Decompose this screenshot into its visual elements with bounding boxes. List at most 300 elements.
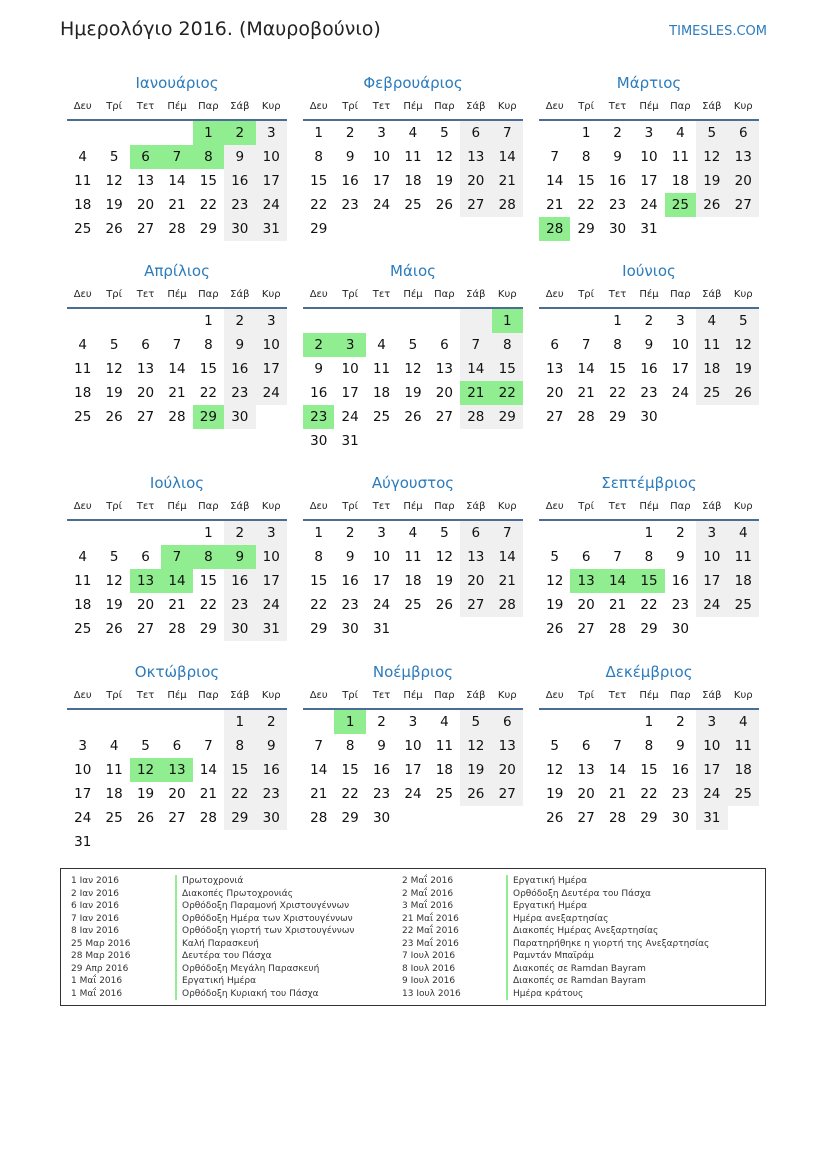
day-cell: 17 (372, 573, 391, 589)
day-cell: 28 (460, 405, 491, 429)
holiday-name: Διακοπές Ημέρας Ανεξαρτησίας (506, 925, 658, 938)
weekday-label: Τετ (136, 101, 155, 112)
empty-cell (98, 309, 129, 333)
day-cell: 7 (204, 738, 213, 754)
day-cell: 6 (460, 121, 491, 145)
empty-cell (728, 217, 759, 241)
day-cell: 27 (136, 221, 155, 237)
day-cell: 4 (728, 521, 759, 545)
day-cell: 19 (136, 786, 155, 802)
weekday-label: Κυρ (497, 501, 517, 512)
holiday-name: Διακοπές σε Ramdan Bayram (506, 975, 646, 988)
day-cell: 22 (608, 385, 627, 401)
weekday-label: Τετ (136, 289, 155, 300)
day-cell: 14 (602, 569, 633, 593)
day-cell: 16 (341, 573, 359, 589)
day-cell: 26 (546, 810, 564, 826)
day-cell: 30 (341, 621, 359, 637)
week-row (539, 217, 759, 241)
day-cell: 10 (696, 734, 727, 758)
day-cell: 14 (492, 145, 523, 169)
empty-cell (161, 309, 192, 333)
empty-cell (696, 217, 727, 241)
empty-cell (67, 521, 98, 545)
week-row (539, 121, 759, 145)
day-cell: 11 (74, 361, 92, 377)
holiday-name: Ραμντάν Μπαϊράμ (506, 950, 594, 963)
week-row (67, 758, 287, 782)
day-cell: 2 (224, 121, 255, 145)
day-cell: 31 (640, 221, 658, 237)
weekday-label: Δευ (73, 501, 92, 512)
empty-cell (460, 309, 491, 333)
week-row (67, 782, 287, 806)
day-cell: 18 (74, 385, 92, 401)
day-cell: 6 (460, 521, 491, 545)
day-cell: 14 (546, 173, 564, 189)
weekday-label: Παρ (670, 289, 691, 300)
holiday-name: Διακοπές σε Ramdan Bayram (506, 963, 646, 976)
weekday-label: Πέμ (403, 101, 423, 112)
day-cell: 3 (696, 521, 727, 545)
weekday-label: Σάβ (466, 501, 486, 512)
day-cell: 24 (671, 385, 689, 401)
weekday-label: Τετ (372, 289, 391, 300)
weekday-label: Πέμ (403, 501, 423, 512)
holiday-date: 23 Μαΐ 2016 (402, 938, 459, 949)
day-cell: 28 (199, 810, 217, 826)
week-row (67, 569, 287, 593)
day-cell: 1 (613, 313, 622, 329)
month-name: Ιούλιος (149, 474, 205, 492)
day-cell: 26 (728, 381, 759, 405)
day-cell: 28 (310, 810, 328, 826)
day-cell: 15 (341, 762, 359, 778)
day-cell: 11 (372, 361, 391, 377)
day-cell: 3 (334, 333, 365, 357)
holiday-date: 6 Ιαν 2016 (71, 901, 119, 911)
day-cell: 23 (341, 597, 359, 613)
day-cell: 27 (577, 810, 595, 826)
weekday-label: Σάβ (230, 690, 250, 701)
week-row (303, 545, 523, 569)
day-cell: 1 (204, 525, 213, 541)
day-cell: 23 (224, 593, 255, 617)
day-cell: 5 (550, 549, 559, 565)
empty-cell (460, 806, 491, 830)
day-cell: 29 (310, 221, 328, 237)
holiday-name: Παρατηρήθηκε η γιορτή της Ανεξαρτησίας (506, 938, 709, 951)
day-cell: 1 (334, 710, 365, 734)
weekday-label: Πέμ (167, 501, 187, 512)
day-cell: 9 (345, 149, 355, 165)
week-row (539, 521, 759, 545)
day-cell: 31 (256, 617, 287, 641)
empty-cell (98, 521, 129, 545)
day-cell: 2 (224, 521, 255, 545)
day-cell: 16 (608, 173, 627, 189)
day-cell: 2 (676, 525, 685, 541)
week-row (303, 333, 523, 357)
weekday-label: Τρί (342, 101, 359, 112)
weekday-label: Κυρ (497, 101, 517, 112)
day-cell: 17 (696, 758, 727, 782)
month-block (303, 259, 523, 453)
day-cell: 29 (199, 621, 217, 637)
month-name: Νοέμβριος (372, 663, 454, 681)
day-cell: 26 (136, 810, 155, 826)
day-cell: 11 (696, 333, 727, 357)
day-cell: 5 (408, 337, 418, 353)
weekday-label: Παρ (434, 501, 455, 512)
weekday-label: Σάβ (702, 690, 722, 701)
day-cell: 28 (168, 221, 186, 237)
day-cell: 29 (199, 221, 217, 237)
empty-cell (570, 521, 601, 545)
weekday-label: Δευ (545, 690, 564, 701)
day-cell: 21 (168, 597, 186, 613)
day-cell: 15 (310, 173, 328, 189)
month-block (539, 71, 759, 241)
day-cell: 1 (492, 309, 523, 333)
day-cell: 18 (372, 385, 391, 401)
weekday-label: Δευ (309, 101, 328, 112)
day-cell: 13 (460, 145, 491, 169)
day-cell: 23 (303, 405, 334, 429)
day-cell: 22 (310, 197, 328, 213)
day-cell: 12 (435, 149, 453, 165)
day-cell: 17 (404, 762, 422, 778)
day-cell: 6 (440, 337, 449, 353)
day-cell: 14 (492, 545, 523, 569)
day-cell: 2 (644, 313, 654, 329)
day-cell: 8 (644, 738, 654, 754)
day-cell: 15 (492, 357, 523, 381)
day-cell: 25 (404, 197, 422, 213)
week-row (539, 734, 759, 758)
weekday-label: Κυρ (261, 690, 281, 701)
day-cell: 28 (539, 217, 570, 241)
day-cell: 12 (546, 762, 564, 778)
day-cell: 9 (314, 361, 323, 377)
week-row (539, 405, 759, 429)
week-row (67, 121, 287, 145)
day-cell: 12 (404, 361, 422, 377)
week-row (539, 569, 759, 593)
weekday-label: Δευ (309, 289, 328, 300)
day-cell: 30 (310, 433, 328, 449)
day-cell: 5 (109, 149, 119, 165)
day-cell: 22 (310, 597, 328, 613)
weekday-header (67, 684, 287, 710)
day-cell: 30 (640, 409, 658, 425)
week-row (67, 405, 287, 429)
week-row (303, 569, 523, 593)
day-cell: 20 (546, 385, 564, 401)
week-row (539, 617, 759, 641)
empty-cell (570, 710, 601, 734)
weekday-label: Τρί (578, 289, 595, 300)
day-cell: 8 (204, 337, 213, 353)
day-cell: 1 (193, 121, 224, 145)
holiday-date: 7 Ιουλ 2016 (402, 951, 456, 961)
weekday-header (303, 495, 523, 521)
month-block (539, 471, 759, 641)
day-cell: 9 (377, 738, 386, 754)
empty-cell (256, 830, 287, 854)
day-cell: 6 (728, 121, 759, 145)
day-cell: 19 (404, 385, 422, 401)
holiday-date: 28 Μαρ 2016 (71, 951, 131, 961)
weekday-label: Τρί (106, 289, 123, 300)
day-cell: 22 (341, 786, 359, 802)
empty-cell (256, 405, 287, 429)
site-link[interactable]: TIMESLES.COM (669, 24, 767, 39)
day-cell: 5 (141, 738, 150, 754)
day-cell: 26 (460, 782, 491, 806)
week-row (303, 806, 523, 830)
day-cell: 13 (546, 361, 564, 377)
day-cell: 2 (303, 333, 334, 357)
day-cell: 12 (696, 145, 727, 169)
day-cell: 4 (696, 309, 727, 333)
day-cell: 26 (105, 221, 123, 237)
day-cell: 15 (224, 758, 255, 782)
day-cell: 4 (78, 337, 87, 353)
weekday-label: Πέμ (167, 690, 187, 701)
weekday-label: Παρ (434, 690, 455, 701)
week-row (539, 193, 759, 217)
month-block (539, 660, 759, 830)
day-cell: 5 (440, 525, 449, 541)
weekday-label: Κυρ (261, 289, 281, 300)
weekday-label: Δευ (545, 101, 564, 112)
day-cell: 7 (492, 121, 523, 145)
day-cell: 16 (640, 361, 658, 377)
day-cell: 21 (492, 569, 523, 593)
day-cell: 25 (372, 409, 391, 425)
day-cell: 27 (577, 621, 595, 637)
empty-cell (130, 309, 161, 333)
day-cell: 23 (341, 197, 359, 213)
day-cell: 24 (404, 786, 422, 802)
weekday-label: Πέμ (639, 101, 659, 112)
day-cell: 22 (492, 381, 523, 405)
day-cell: 29 (608, 409, 627, 425)
day-cell: 1 (204, 313, 213, 329)
weekday-label: Τετ (136, 501, 155, 512)
empty-cell (460, 429, 491, 453)
day-cell: 24 (256, 593, 287, 617)
weekday-label: Παρ (670, 501, 691, 512)
week-row (67, 357, 287, 381)
week-row (539, 357, 759, 381)
week-row (539, 782, 759, 806)
weekday-label: Δευ (73, 690, 92, 701)
day-cell: 23 (671, 786, 689, 802)
empty-cell (665, 217, 696, 241)
day-cell: 1 (581, 125, 591, 141)
day-cell: 7 (581, 337, 591, 353)
empty-cell (429, 806, 460, 830)
holiday-name: Ορθόδοξη Παραμονή Χριστουγέννων (175, 900, 349, 913)
day-cell: 2 (676, 714, 685, 730)
day-cell: 25 (728, 782, 759, 806)
holiday-list (60, 868, 766, 1006)
empty-cell (728, 617, 759, 641)
day-cell: 28 (168, 621, 186, 637)
holiday-date: 2 Μαΐ 2016 (402, 888, 454, 899)
day-cell: 10 (256, 333, 287, 357)
day-cell: 6 (581, 738, 591, 754)
day-cell: 18 (404, 173, 422, 189)
empty-cell (696, 617, 727, 641)
day-cell: 8 (613, 337, 622, 353)
day-cell: 9 (345, 549, 355, 565)
weekday-label: Παρ (670, 101, 691, 112)
day-cell: 26 (435, 597, 453, 613)
empty-cell (67, 309, 98, 333)
empty-cell (98, 830, 129, 854)
week-row (67, 381, 287, 405)
day-cell: 13 (136, 361, 155, 377)
day-cell: 11 (74, 173, 92, 189)
empty-cell (539, 710, 570, 734)
day-cell: 22 (577, 197, 595, 213)
weekday-label: Σάβ (702, 101, 722, 112)
day-cell: 26 (105, 409, 123, 425)
weekday-label: Κυρ (733, 501, 753, 512)
week-row (539, 309, 759, 333)
day-cell: 16 (341, 173, 359, 189)
week-row (303, 193, 523, 217)
day-cell: 24 (256, 381, 287, 405)
holiday-date: 8 Ιαν 2016 (71, 926, 119, 936)
weekday-label: Τετ (372, 690, 391, 701)
day-cell: 3 (256, 121, 287, 145)
day-cell: 3 (696, 710, 727, 734)
day-cell: 24 (372, 597, 391, 613)
day-cell: 12 (130, 758, 161, 782)
week-row (67, 217, 287, 241)
day-cell: 29 (492, 405, 523, 429)
month-block (67, 259, 287, 429)
day-cell: 8 (193, 145, 224, 169)
weekday-label: Τρί (106, 690, 123, 701)
holiday-date: 25 Μαρ 2016 (71, 938, 131, 949)
day-cell: 1 (314, 125, 323, 141)
day-cell: 17 (640, 173, 658, 189)
week-row (303, 405, 523, 429)
day-cell: 31 (372, 621, 391, 637)
day-cell: 27 (546, 409, 564, 425)
day-cell: 28 (492, 593, 523, 617)
week-row (539, 806, 759, 830)
day-cell: 6 (141, 337, 150, 353)
day-cell: 7 (172, 337, 182, 353)
empty-cell (303, 309, 334, 333)
holiday-name: Ορθόδοξη γιορτή των Χριστουγέννων (175, 925, 354, 938)
empty-cell (366, 309, 397, 333)
day-cell: 27 (136, 621, 155, 637)
day-cell: 13 (161, 758, 192, 782)
day-cell: 23 (671, 597, 689, 613)
day-cell: 15 (608, 361, 627, 377)
week-row (303, 429, 523, 453)
empty-cell (602, 710, 633, 734)
day-cell: 25 (728, 593, 759, 617)
empty-cell (161, 710, 192, 734)
day-cell: 3 (256, 309, 287, 333)
day-cell: 24 (341, 409, 359, 425)
holiday-name: Δευτέρα του Πάσχα (175, 950, 272, 963)
day-cell: 9 (224, 333, 255, 357)
day-cell: 17 (256, 169, 287, 193)
month-block (67, 471, 287, 641)
day-cell: 18 (435, 762, 453, 778)
empty-cell (193, 830, 224, 854)
day-cell: 13 (130, 569, 161, 593)
day-cell: 20 (136, 197, 155, 213)
holiday-name: Εργατική Ημέρα (506, 900, 587, 913)
day-cell: 26 (696, 193, 727, 217)
weekday-header (303, 283, 523, 309)
day-cell: 19 (546, 786, 564, 802)
day-cell: 25 (696, 381, 727, 405)
empty-cell (429, 217, 460, 241)
week-row (303, 217, 523, 241)
day-cell: 25 (404, 597, 422, 613)
day-cell: 2 (256, 710, 287, 734)
day-cell: 21 (199, 786, 217, 802)
day-cell: 19 (105, 597, 123, 613)
day-cell: 5 (550, 738, 559, 754)
day-cell: 27 (728, 193, 759, 217)
day-cell: 29 (577, 221, 595, 237)
weekday-label: Κυρ (733, 690, 753, 701)
day-cell: 26 (435, 197, 453, 213)
week-row (539, 145, 759, 169)
day-cell: 17 (256, 357, 287, 381)
day-cell: 8 (492, 333, 523, 357)
day-cell: 6 (141, 549, 150, 565)
day-cell: 4 (440, 714, 449, 730)
day-cell: 18 (105, 786, 123, 802)
day-cell: 30 (224, 217, 255, 241)
day-cell: 18 (404, 573, 422, 589)
weekday-label: Κυρ (497, 690, 517, 701)
day-cell: 29 (224, 806, 255, 830)
holiday-name: Ορθόδοξη Κυριακή του Πάσχα (175, 988, 319, 1001)
day-cell: 10 (640, 149, 658, 165)
holiday-date: 22 Μαΐ 2016 (402, 926, 459, 936)
empty-cell (397, 429, 428, 453)
day-cell: 24 (640, 197, 658, 213)
day-cell: 30 (256, 806, 287, 830)
day-cell: 22 (199, 197, 217, 213)
day-cell: 11 (671, 149, 689, 165)
holiday-date: 1 Μαΐ 2016 (71, 988, 123, 999)
week-row (539, 593, 759, 617)
day-cell: 19 (696, 169, 727, 193)
holiday-name: Διακοπές Πρωτοχρονιάς (175, 888, 293, 901)
month-block (303, 660, 523, 830)
day-cell: 19 (435, 573, 453, 589)
day-cell: 1 (314, 525, 323, 541)
day-cell: 16 (372, 762, 391, 778)
day-cell: 10 (696, 545, 727, 569)
weekday-label: Σάβ (466, 101, 486, 112)
